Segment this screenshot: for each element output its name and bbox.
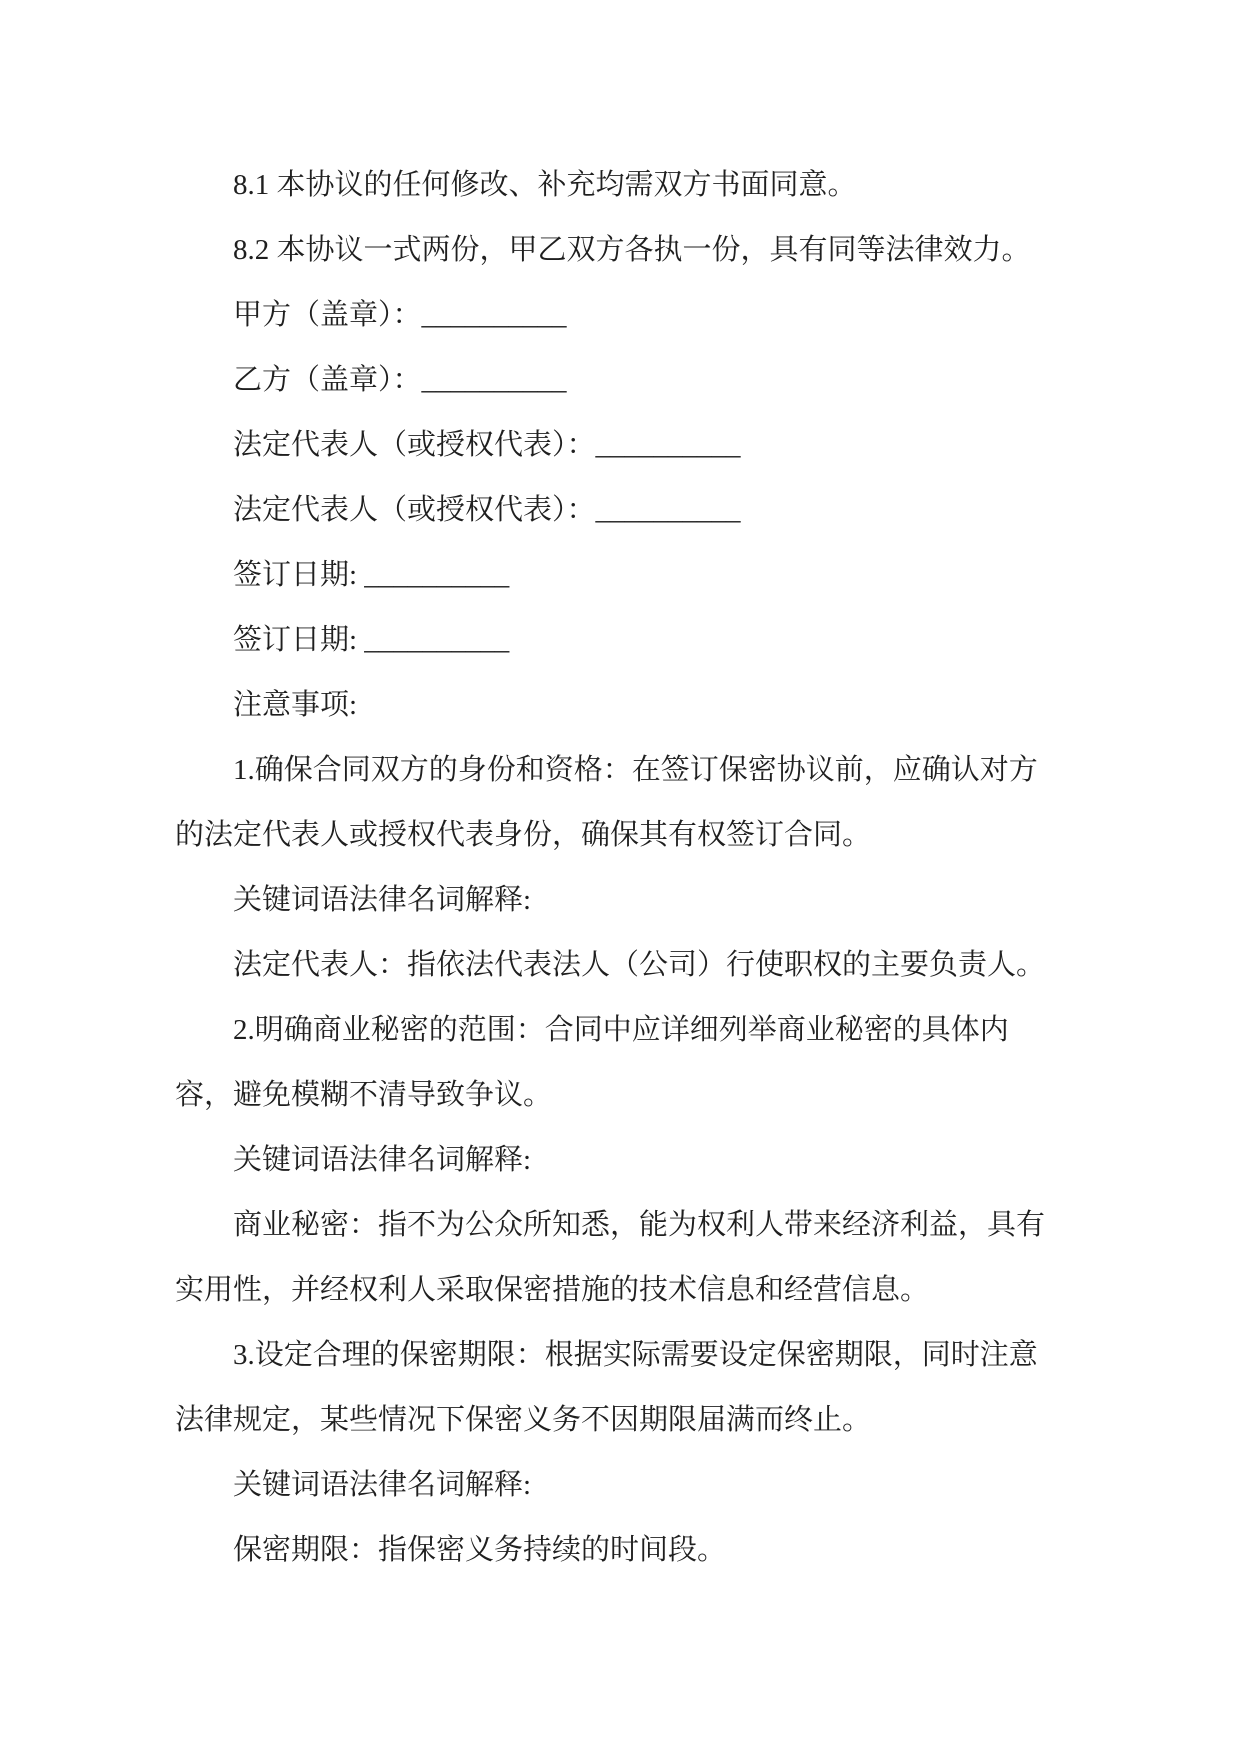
definition-confidentiality-period: 保密期限：指保密义务持续的时间段。: [233, 1534, 727, 1566]
party-b-seal-line: 乙方（盖章）：__________: [233, 364, 567, 396]
legal-representative-line-1: 法定代表人（或授权代表）：__________: [233, 429, 741, 461]
keyword-explanation-heading-2: 关键词语法律名词解释:: [233, 1144, 532, 1176]
signing-date-line-2: 签订日期: __________: [233, 624, 510, 656]
definition-legal-representative: 法定代表人：指依法代表法人（公司）行使职权的主要负责人。: [233, 949, 1046, 981]
keyword-explanation-heading-1: 关键词语法律名词解释:: [233, 884, 532, 916]
legal-representative-line-2: 法定代表人（或授权代表）：__________: [233, 494, 741, 526]
keyword-explanation-heading-3: 关键词语法律名词解释:: [233, 1469, 532, 1501]
party-a-seal-line: 甲方（盖章）：__________: [233, 299, 567, 331]
note-1-line-2: 的法定代表人或授权代表身份，确保其有权签订合同。: [175, 819, 872, 851]
clause-8-1: 8.1 本协议的任何修改、补充均需双方书面同意。: [233, 169, 857, 201]
definition-trade-secret-line-1: 商业秘密：指不为公众所知悉，能为权利人带来经济利益，具有: [233, 1209, 1046, 1241]
note-3-line-1: 3.设定合理的保密期限：根据实际需要设定保密期限，同时注意: [233, 1339, 1038, 1371]
notes-heading: 注意事项:: [233, 689, 358, 721]
clause-8-2: 8.2 本协议一式两份，甲乙双方各执一份，具有同等法律效力。: [233, 234, 1031, 266]
note-2-line-2: 容，避免模糊不清导致争议。: [175, 1079, 553, 1111]
definition-trade-secret-line-2: 实用性，并经权利人采取保密措施的技术信息和经营信息。: [175, 1274, 930, 1306]
note-2-line-1: 2.明确商业秘密的范围：合同中应详细列举商业秘密的具体内: [233, 1014, 1009, 1046]
note-3-line-2: 法律规定，某些情况下保密义务不因期限届满而终止。: [175, 1404, 872, 1436]
note-1-line-1: 1.确保合同双方的身份和资格：在签订保密协议前，应确认对方: [233, 754, 1038, 786]
signing-date-line-1: 签订日期: __________: [233, 559, 510, 591]
